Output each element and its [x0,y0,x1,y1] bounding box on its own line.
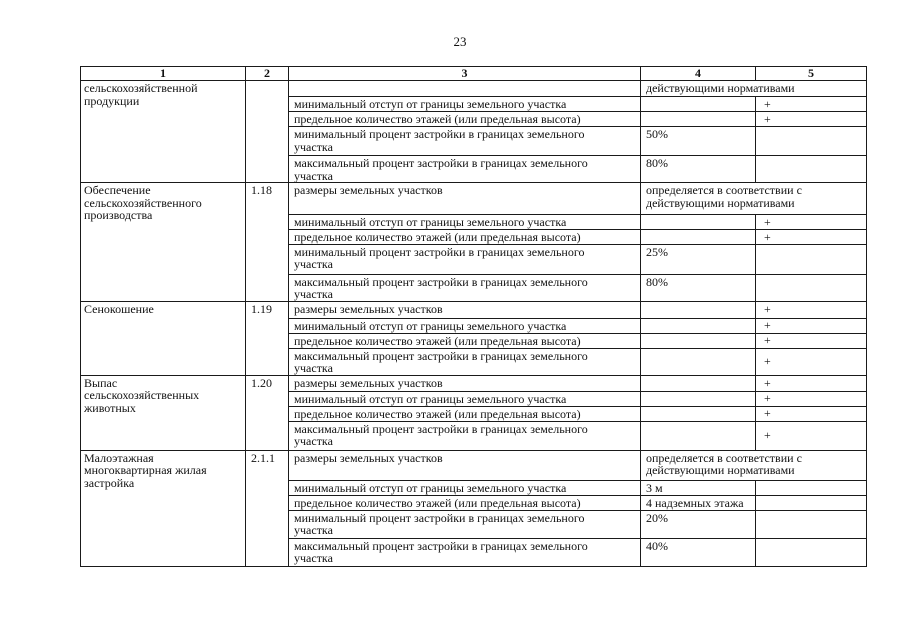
value-cell: 25% [641,244,756,274]
value-cell [641,230,756,245]
group-code-cell: 1.18 [246,183,289,302]
group-code-cell: 1.19 [246,301,289,375]
mark-cell: + [756,230,867,245]
group-name-cell: Сенокошение [81,301,246,375]
parameter-cell: размеры земельных участков [289,450,641,480]
column-header-5: 5 [756,67,867,81]
parameter-cell: размеры земельных участков [289,183,641,215]
table-row [81,81,867,97]
mark-cell [756,480,867,495]
parameter-cell: минимальный отступ от границы земельного участка [289,215,641,230]
parameter-cell: предельное количество этажей (или предельная высота) [289,406,641,421]
parameter-cell: предельное количество этажей (или предельная высота) [289,495,641,510]
group-name-cell: сельскохозяйственной продукции [81,81,246,183]
parameter-cell: минимальный процент застройки в границах земельного участка [289,510,641,538]
value-merged-cell: действующими нормативами [641,81,867,97]
mark-cell: + [756,318,867,333]
parameter-cell: минимальный отступ от границы земельного участка [289,97,641,112]
value-cell [641,406,756,421]
table-header [81,67,867,81]
parameter-cell: предельное количество этажей (или предельная высота) [289,112,641,127]
mark-cell [756,538,867,566]
column-header-1: 1 [81,67,246,81]
table-body [81,81,867,567]
value-cell [641,215,756,230]
value-cell [641,391,756,406]
table-row [81,183,867,215]
mark-cell: + [756,215,867,230]
mark-cell [756,274,867,301]
group-name-cell: Малоэтажная многоквартирная жилая застройка [81,450,246,566]
mark-cell: + [756,97,867,112]
value-cell [641,333,756,348]
parameter-cell: предельное количество этажей (или предельная высота) [289,230,641,245]
parameter-cell: максимальный процент застройки в границах земельного участка [289,156,641,183]
mark-cell [756,510,867,538]
value-cell: 80% [641,156,756,183]
parameter-cell: размеры земельных участков [289,375,641,391]
mark-cell: + [756,421,867,450]
value-cell [641,301,756,318]
value-cell [641,348,756,375]
value-cell [641,375,756,391]
value-cell [641,421,756,450]
parameter-cell: максимальный процент застройки в границах земельного участка [289,348,641,375]
mark-cell: + [756,406,867,421]
column-header-2: 2 [246,67,289,81]
value-merged-cell: определяется в соответствии с действующими нормативами [641,450,867,480]
table-row [81,301,867,318]
value-merged-cell: определяется в соответствии с действующими нормативами [641,183,867,215]
value-cell [641,97,756,112]
mark-cell: + [756,348,867,375]
mark-cell: + [756,333,867,348]
column-header-3: 3 [289,67,641,81]
value-cell: 50% [641,127,756,156]
mark-cell: + [756,301,867,318]
parameter-cell: максимальный процент застройки в границах земельного участка [289,421,641,450]
parameter-cell: минимальный отступ от границы земельного участка [289,391,641,406]
mark-cell [756,127,867,156]
table-row [81,375,867,391]
group-code-cell: 2.1.1 [246,450,289,566]
column-header-4: 4 [641,67,756,81]
parameter-cell: минимальный процент застройки в границах земельного участка [289,244,641,274]
parameter-cell: предельное количество этажей (или предельная высота) [289,333,641,348]
group-name-cell: Обеспечение сельскохозяйственного производства [81,183,246,302]
table-row [81,450,867,480]
parameter-cell: максимальный процент застройки в границах земельного участка [289,538,641,566]
header-row [81,67,867,81]
mark-cell [756,244,867,274]
group-code-cell: 1.20 [246,375,289,450]
parameter-cell: минимальный отступ от границы земельного участка [289,318,641,333]
mark-cell [756,156,867,183]
regulations-table [80,66,867,567]
value-cell: 20% [641,510,756,538]
parameter-cell: размеры земельных участков [289,301,641,318]
parameter-cell: минимальный отступ от границы земельного участка [289,480,641,495]
mark-cell: + [756,375,867,391]
value-cell [641,112,756,127]
parameter-cell [289,81,641,97]
value-cell [641,318,756,333]
mark-cell: + [756,391,867,406]
mark-cell [756,495,867,510]
value-cell: 3 м [641,480,756,495]
group-name-cell: Выпас сельскохозяйственных животных [81,375,246,450]
value-cell: 40% [641,538,756,566]
mark-cell: + [756,112,867,127]
parameter-cell: максимальный процент застройки в границах земельного участка [289,274,641,301]
group-code-cell [246,81,289,183]
value-cell: 4 надземных этажа [641,495,756,510]
page-number: 23 [453,34,467,49]
parameter-cell: минимальный процент застройки в границах земельного участка [289,127,641,156]
value-cell: 80% [641,274,756,301]
